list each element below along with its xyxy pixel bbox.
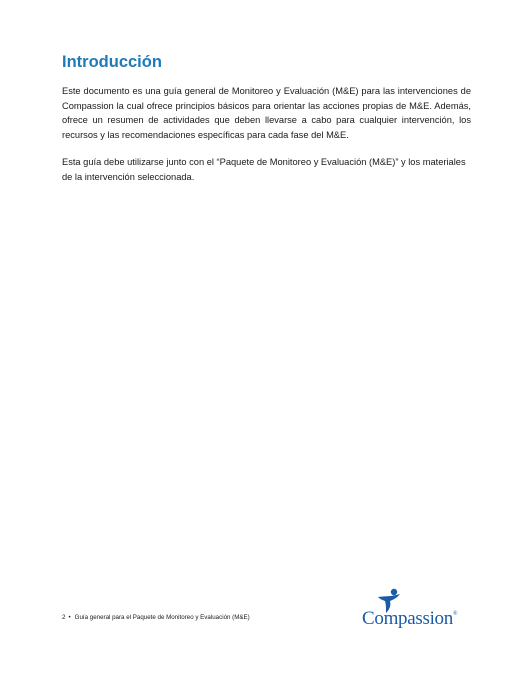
page-footer (62, 614, 250, 621)
logo-wordmark-text: Compassion (362, 608, 453, 629)
footer-bullet: • (68, 614, 71, 621)
section-heading: Introducción (62, 53, 162, 71)
compassion-logo (360, 588, 468, 632)
intro-paragraph-1: Este documento es una guía general de Monitoreo y Evaluación (M&E) para las intervenciones de Compassion la cual ofrece principios básicos para orientar las acciones propias de M&E. Además, ofrece un resumen de actividades que deben llevarse a cabo para cualquier intervención, los recursos y las recomendaciones específicas para cada fase del M&E. (62, 86, 471, 141)
page-number: 2 (62, 614, 66, 621)
intro-paragraph-2: Esta guía debe utilizarse junto con el “Paquete de Monitoreo y Evaluación (M&E)” y los materiales de la intervención seleccionada. (62, 157, 466, 182)
logo-wordmark (362, 608, 457, 630)
footer-title: Guía general para el Paquete de Monitoreo y Evaluación (M&E) (74, 614, 250, 621)
logo-trademark: ® (452, 611, 458, 617)
